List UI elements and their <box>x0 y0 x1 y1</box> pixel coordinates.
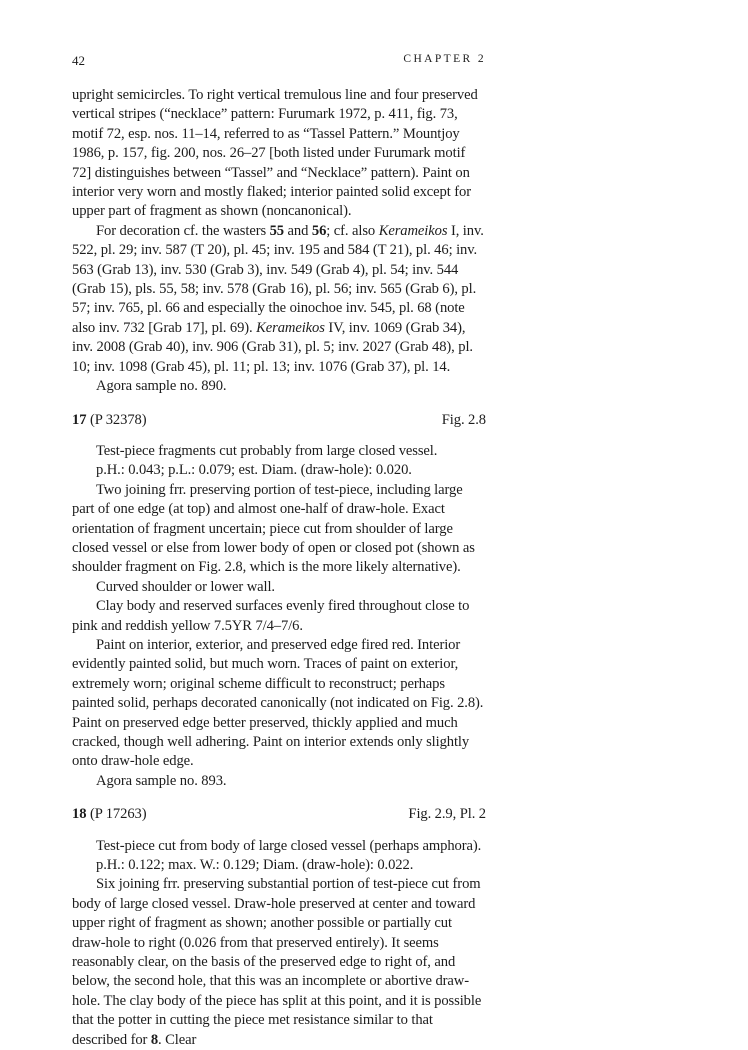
entry-id <box>72 805 146 824</box>
inventory-number: (P 32378) <box>86 411 147 428</box>
paragraph: p.H.: 0.122; max. W.: 0.129; Diam. (draw-hole): 0.022. <box>96 857 414 874</box>
page-number: 42 <box>72 53 85 68</box>
paragraph: Test-piece fragments cut probably from large closed vessel. <box>96 442 438 459</box>
entry-id <box>72 411 146 430</box>
catalogue-ref: 55 <box>269 222 284 239</box>
paragraph: Curved shoulder or lower wall. <box>96 578 275 595</box>
paragraph: Paint on interior, exterior, and preserved edge fired red. Interior evidently painted solid, but much worn. Traces of paint on exterior, extremely worn; original scheme difficult to reconstruct; perhaps painted solid, perhaps decorated canonically (not indicated on Fig. 2.8). Paint on preserved edge better preserved, thickly applied and much cracked, though well adhering. Paint on interior extends only slightly onto draw-hole edge. <box>72 636 484 770</box>
paragraph: Agora sample no. 890. <box>96 378 227 395</box>
text-run: Six joining frr. preserving substantial portion of test-piece cut from body of large closed vessel. Draw-hole preserved at center and toward upper right of fragment as shown; another possible or partially cut draw-hole to right (0.026 from that preserved entirely). It seems reasonably clear, on the basis of the preserved edge to right of, and below, the second hole, that this was an incomplete or abortive draw-hole. The clay body of the piece has split at this point, and it is possible that the potter in cutting the piece met resistance similar to that described for <box>72 876 482 1048</box>
paragraph: Test-piece cut from body of large closed vessel (perhaps amphora). <box>96 837 482 854</box>
paragraph: Two joining frr. preserving portion of test-piece, including large part of one edge (at top) and almost one-half of draw-hole. Exact orientation of fragment uncertain; piece cut from shoulder of large closed vessel or else from lower body of open or closed pot (shown as shoulder fragment on Fig. 2.8, which is the more likely alternative). <box>72 481 475 576</box>
paragraph: Clay body and reserved surfaces evenly fired throughout close to pink and reddish yellow 7.5YR 7/4–7/6. <box>72 598 470 634</box>
paragraph: p.H.: 0.043; p.L.: 0.079; est. Diam. (draw-hole): 0.020. <box>96 462 412 479</box>
catalogue-ref: 56 <box>311 222 327 239</box>
catalogue-ref: 8 <box>150 1031 159 1048</box>
figure-reference: Fig. 2.9, Pl. 2 <box>408 806 486 823</box>
inventory-number: (P 17263) <box>86 806 147 823</box>
text-run: For decoration cf. the wasters <box>96 222 270 239</box>
text-run: ; cf. also <box>326 222 379 239</box>
text-run: and <box>284 222 312 239</box>
entry-number: 17 <box>72 411 87 428</box>
text-run: IV, inv. 1069 (Grab 34), inv. 2008 (Grab 40), inv. 906 (Grab 31), pl. 5; inv. 2027 (Grab 48), pl. 10; inv. 1098 (Grab 45), pl. 11; pl. 13; inv. 1076 (Grab 37), pl. 14. <box>72 319 473 375</box>
catalogue-entry-heading <box>72 411 486 430</box>
text-run: I, inv. 522, pl. 29; inv. 587 (T 20), pl. 45; inv. 195 and 584 (T 21), pl. 46; inv. 563 (Grab 13), inv. 530 (Grab 3), inv. 549 (Grab 4), pl. 54; inv. 544 (Grab 15), pls. 55, 58; inv. 578 (Grab 16), pl. 56; inv. 565 (Grab 6), pl. 57; inv. 765, pl. 66 and especially the oinochoe inv. 545, pl. 68 (note also inv. 732 [Grab 17], pl. 69). <box>72 222 484 336</box>
body-text <box>72 86 486 1050</box>
page-header <box>72 53 486 71</box>
text-run: . Clear <box>158 1031 197 1048</box>
paragraph <box>72 222 486 377</box>
running-head: CHAPTER 2 <box>403 53 486 65</box>
paragraph: upright semicircles. To right vertical tremulous line and four preserved vertical stripes (“necklace” pattern: Furumark 1972, p. 411, fig. 73, motif 72, esp. nos. 11–14, referred to as “Tassel Pattern.” Mountjoy 1986, p. 157, fig. 200, nos. 26–27 [both listed under Furumark motif 72] distinguishes between “Tassel” and “Necklace” pattern). Paint on interior very worn and mostly flaked; interior painted solid except for upper part of fragment as shown (noncanonical). <box>72 87 478 220</box>
publication-title: Kerameikos <box>378 222 448 239</box>
catalogue-entry-heading <box>72 805 486 824</box>
figure-reference: Fig. 2.8 <box>441 411 486 428</box>
paragraph: Agora sample no. 893. <box>96 772 227 789</box>
publication-title: Kerameikos <box>256 319 325 336</box>
entry-number: 18 <box>72 806 87 823</box>
